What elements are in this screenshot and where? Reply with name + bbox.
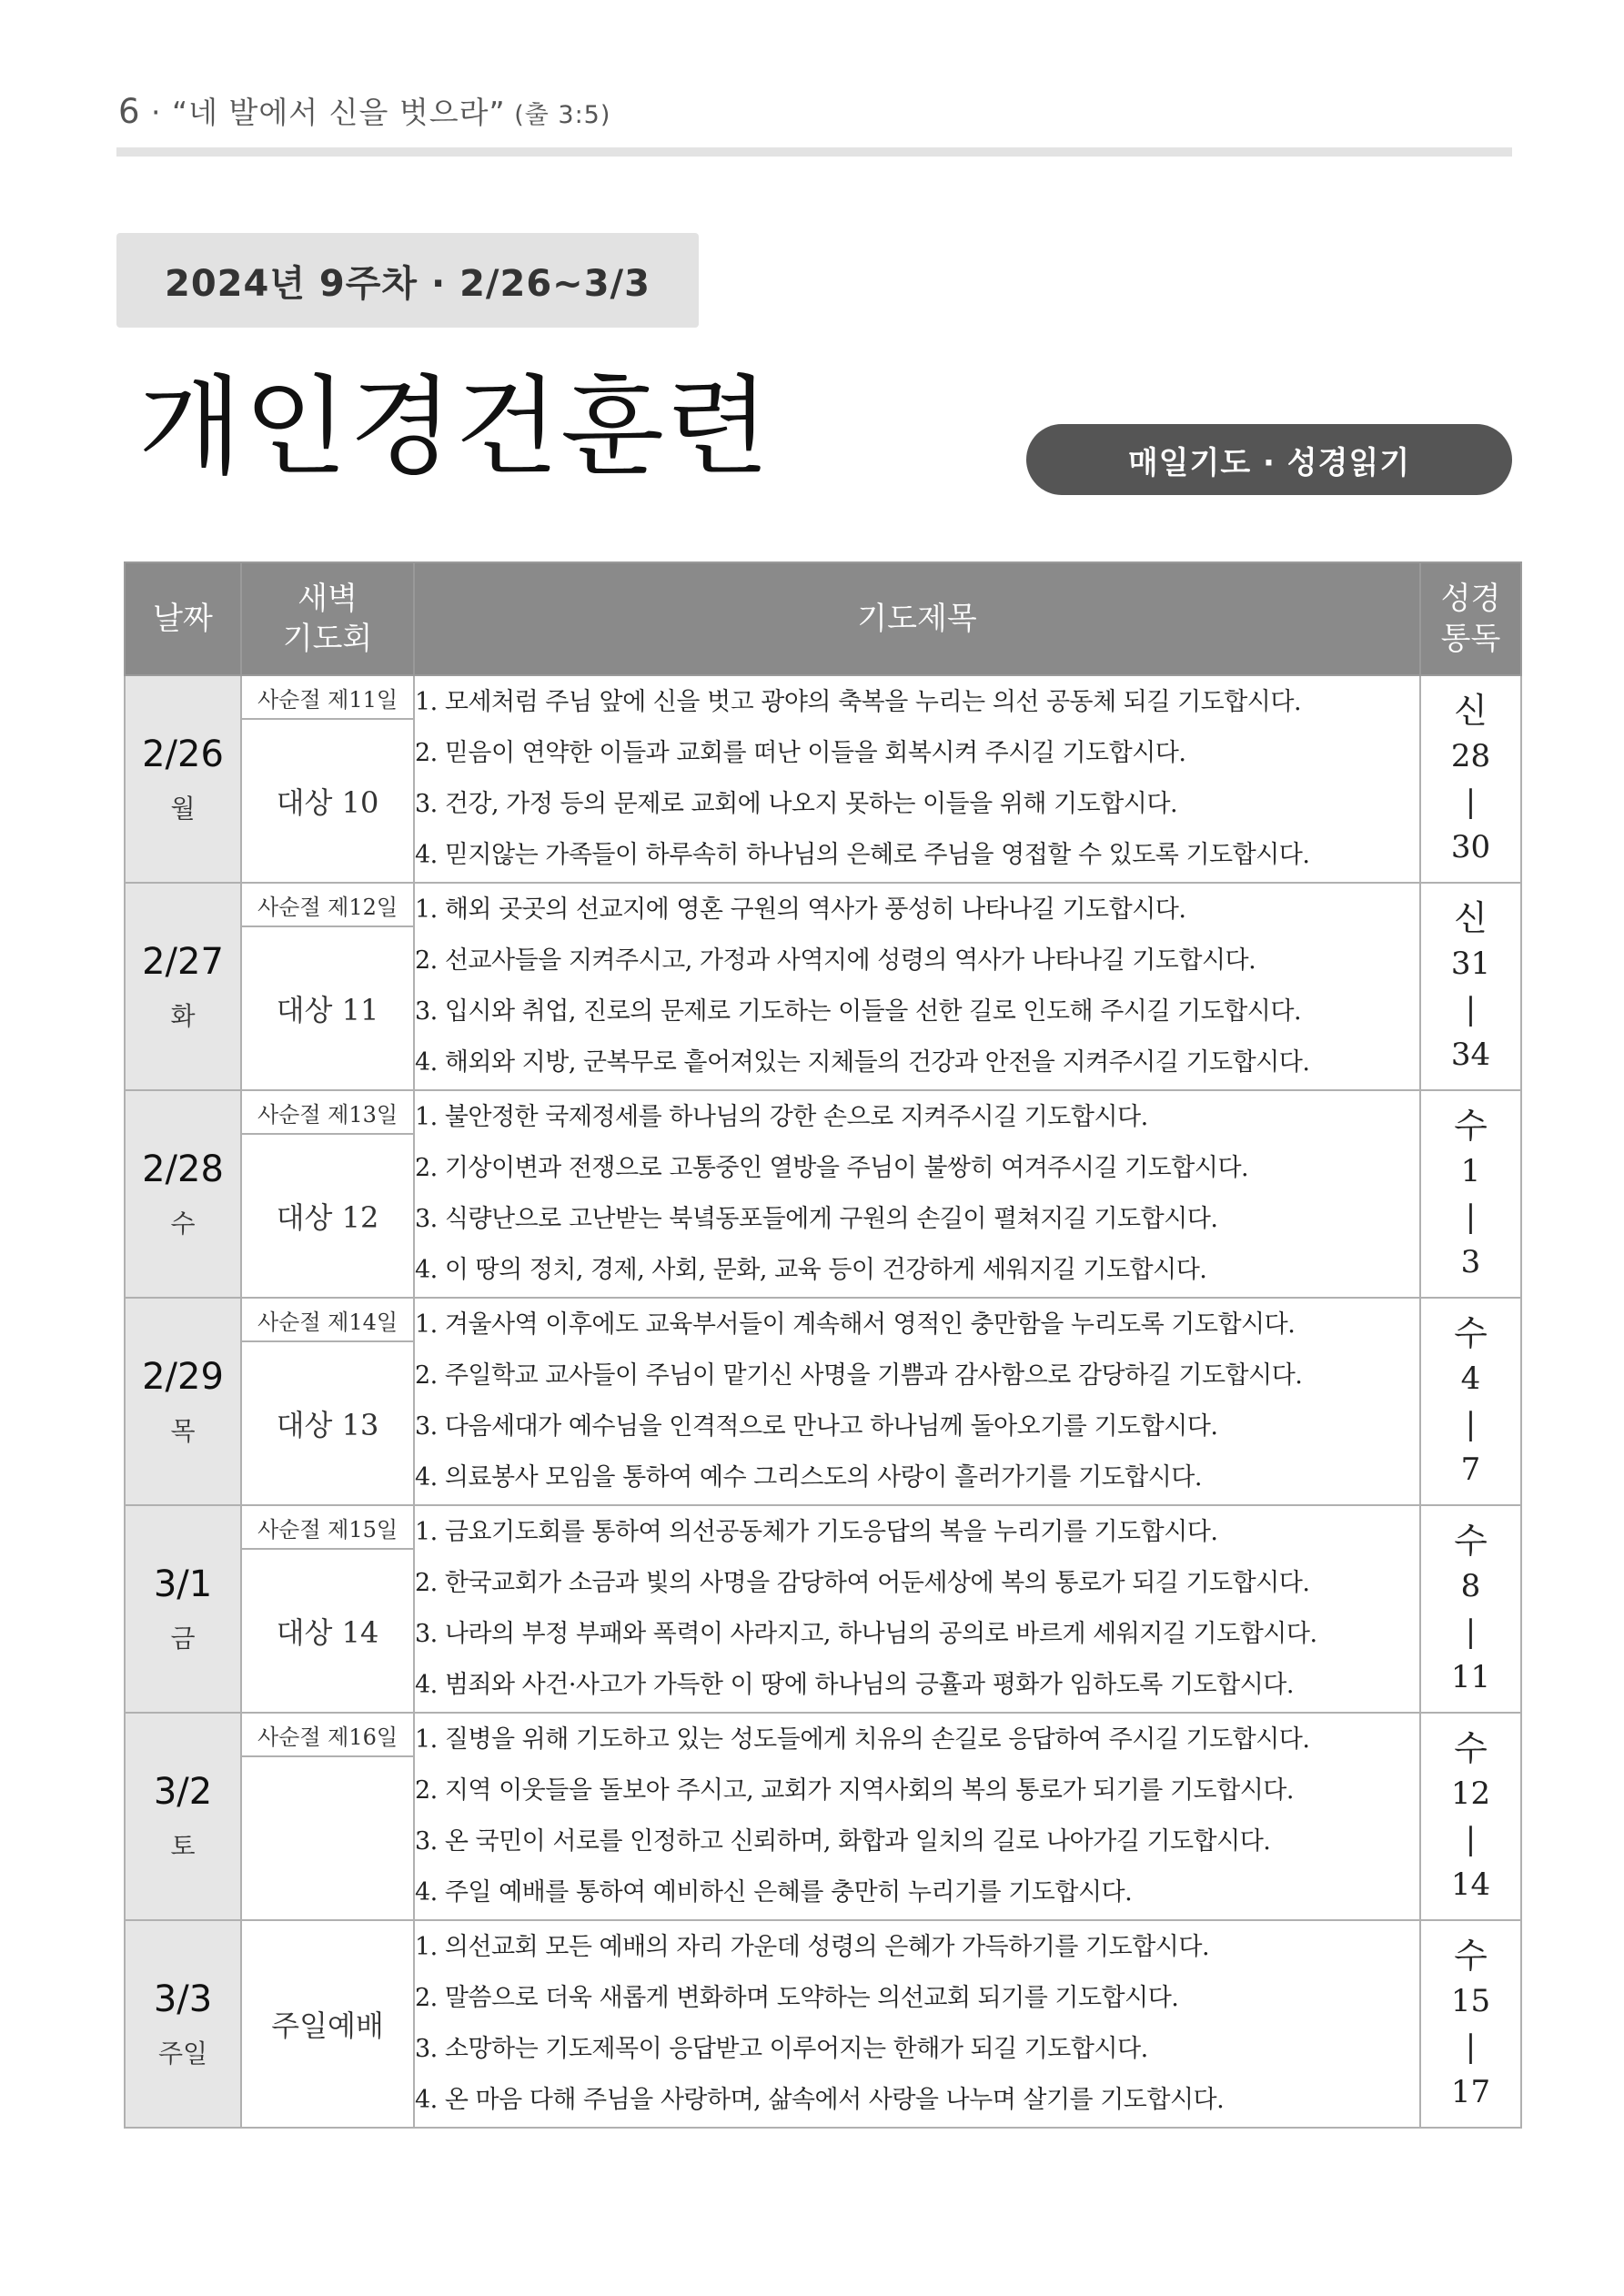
page-number: 6 — [118, 92, 141, 131]
prayer-topics-cell — [414, 1713, 1420, 1920]
day-row — [125, 1298, 1521, 1341]
prayer-item: 2. 한국교회가 소금과 빛의 사명을 감당하여 어둔세상에 복의 통로가 되길 기도합시다. — [415, 1569, 1310, 1597]
schedule-table — [124, 561, 1522, 2129]
reading-book: 수 — [1454, 1728, 1488, 1768]
date-value: 2/26 — [142, 733, 224, 775]
bible-reading-cell — [1420, 1505, 1521, 1713]
date-value: 2/28 — [142, 1148, 224, 1190]
reading-range-bar: | — [1465, 991, 1477, 1027]
prayer-item: 4. 온 마음 다해 주님을 사랑하며, 삶속에서 사랑을 나누며 살기를 기도합시다. — [415, 2086, 1225, 2114]
prayer-item: 1. 해외 곳곳의 선교지에 영혼 구원의 역사가 풍성히 나타나길 기도합시다. — [415, 895, 1186, 924]
prayer-item: 3. 소망하는 기도제목이 응답받고 이루어지는 한해가 되길 기도합시다. — [415, 2035, 1148, 2063]
prayer-item: 4. 믿지않는 가족들이 하루속히 하나님의 은혜로 주님을 영접할 수 있도록 기도합시다. — [415, 841, 1310, 869]
prayer-item: 1. 불안정한 국제정세를 하나님의 강한 손으로 지켜주시길 기도합시다. — [415, 1103, 1148, 1131]
day-row — [125, 883, 1521, 926]
header-date: 날짜 — [125, 562, 241, 675]
prayer-item: 3. 건강, 가정 등의 문제로 교회에 나오지 못하는 이들을 위해 기도합시다. — [415, 790, 1178, 818]
prayer-item: 2. 주일학교 교사들이 주님이 맡기신 사명을 기쁨과 감사함으로 감당하길 기도합시다. — [415, 1361, 1303, 1390]
verse-reference: (출 3:5) — [505, 101, 611, 129]
weekday-label: 토 — [170, 1831, 196, 1861]
prayer-item: 1. 금요기도회를 통하여 의선공동체가 기도응답의 복을 누리기를 기도합시다. — [415, 1518, 1218, 1546]
prayer-item: 1. 겨울사역 이후에도 교육부서들이 계속해서 영적인 충만함을 누리도록 기도합시다. — [415, 1310, 1296, 1339]
reading-end-chapter: 17 — [1450, 2074, 1491, 2110]
date-value: 2/27 — [142, 941, 224, 983]
prayer-item: 4. 주일 예배를 통하여 예비하신 은혜를 충만히 누리기를 기도합시다. — [415, 1878, 1133, 1907]
weekday-label: 주일 — [157, 2038, 208, 2068]
dawn-prayer-passage: 대상 12 — [241, 1134, 414, 1298]
date-value: 2/29 — [142, 1356, 224, 1398]
prayer-item: 2. 기상이변과 전쟁으로 고통중인 열방을 주님이 불쌍히 여겨주시길 기도합시다. — [415, 1154, 1249, 1182]
prayer-item: 3. 식량난으로 고난받는 북녘동포들에게 구원의 손길이 펼쳐지길 기도합시다. — [415, 1205, 1218, 1233]
weekday-label: 목 — [170, 1416, 196, 1446]
reading-range-bar: | — [1465, 1821, 1477, 1857]
prayer-item: 3. 입시와 취업, 진로의 문제로 기도하는 이들을 선한 길로 인도해 주시길 기도합시다. — [415, 997, 1302, 1026]
table-header-row — [125, 562, 1521, 675]
lent-day-label: 사순절 제14일 — [241, 1298, 414, 1341]
day-row — [125, 1920, 1521, 2128]
day-row — [125, 1505, 1521, 1549]
date-cell — [125, 1090, 241, 1298]
day-row — [125, 1713, 1521, 1756]
weekday-label: 금 — [170, 1623, 196, 1654]
reading-range-bar: | — [1465, 2028, 1477, 2065]
reading-end-chapter: 3 — [1460, 1244, 1481, 1280]
lent-day-label: 사순절 제15일 — [241, 1505, 414, 1549]
bible-reading-cell — [1420, 1298, 1521, 1505]
prayer-item: 4. 범죄와 사건·사고가 가득한 이 땅에 하나님의 긍휼과 평화가 임하도록 기도합시다. — [415, 1671, 1294, 1699]
reading-book: 수 — [1454, 1936, 1488, 1976]
date-cell — [125, 1713, 241, 1920]
date-value: 3/2 — [153, 1771, 213, 1813]
dawn-prayer-passage — [241, 1756, 414, 1920]
date-cell — [125, 1505, 241, 1713]
weekday-label: 화 — [170, 1001, 196, 1031]
day-row — [125, 1090, 1521, 1134]
lent-day-label: 사순절 제12일 — [241, 883, 414, 926]
header-divider — [116, 147, 1512, 157]
date-cell — [125, 883, 241, 1090]
dawn-prayer-passage: 대상 14 — [241, 1549, 414, 1713]
reading-start-chapter: 31 — [1450, 946, 1491, 982]
weekday-label: 수 — [170, 1209, 196, 1239]
prayer-item: 2. 믿음이 연약한 이들과 교회를 떠난 이들을 회복시켜 주시길 기도합시다. — [415, 739, 1186, 767]
reading-start-chapter: 28 — [1450, 738, 1491, 774]
header-separator: · — [140, 95, 173, 130]
reading-end-chapter: 30 — [1450, 829, 1491, 865]
date-cell — [125, 675, 241, 883]
reading-range-bar: | — [1465, 1199, 1477, 1235]
reading-range-bar: | — [1465, 784, 1477, 820]
header-prayer-topics: 기도제목 — [414, 562, 1420, 675]
schedule-body — [125, 675, 1521, 2128]
reading-end-chapter: 34 — [1450, 1037, 1491, 1073]
prayer-topics-cell — [414, 1090, 1420, 1298]
date-value: 3/3 — [153, 1978, 213, 2020]
prayer-item: 4. 의료봉사 모임을 통하여 예수 그리스도의 사랑이 흘러가기를 기도합시다. — [415, 1463, 1202, 1492]
dawn-prayer-passage: 대상 13 — [241, 1341, 414, 1505]
prayer-item: 3. 다음세대가 예수님을 인격적으로 만나고 하나님께 돌아오기를 기도합시다. — [415, 1412, 1218, 1441]
day-row — [125, 675, 1521, 719]
header-dawn-prayer: 새벽 기도회 — [241, 562, 414, 675]
reading-range-bar: | — [1465, 1613, 1477, 1650]
dawn-prayer-passage: 대상 11 — [241, 926, 414, 1090]
bible-reading-cell — [1420, 675, 1521, 883]
section-pill: 매일기도 · 성경읽기 — [1026, 424, 1512, 495]
bible-reading-cell — [1420, 1090, 1521, 1298]
prayer-topics-cell — [414, 883, 1420, 1090]
reading-book: 수 — [1454, 1521, 1488, 1561]
reading-range-bar: | — [1465, 1406, 1477, 1442]
reading-book: 수 — [1454, 1313, 1488, 1353]
reading-end-chapter: 11 — [1450, 1659, 1491, 1695]
prayer-item: 2. 지역 이웃들을 돌보아 주시고, 교회가 지역사회의 복의 통로가 되기를 기도합시다. — [415, 1776, 1294, 1805]
header-bible-reading: 성경 통독 — [1420, 562, 1521, 675]
reading-end-chapter: 7 — [1460, 1451, 1481, 1488]
prayer-item: 4. 해외와 지방, 군복무로 흩어져있는 지체들의 건강과 안전을 지켜주시길 기도합시다. — [415, 1048, 1310, 1077]
lent-day-label: 사순절 제11일 — [241, 675, 414, 719]
reading-end-chapter: 14 — [1450, 1866, 1491, 1903]
page-title: 개인경건훈련 — [138, 364, 772, 490]
dawn-prayer-passage: 대상 10 — [241, 719, 414, 883]
date-value: 3/1 — [153, 1563, 213, 1605]
lent-day-label: 사순절 제13일 — [241, 1090, 414, 1134]
date-cell — [125, 1298, 241, 1505]
weekday-label: 월 — [170, 794, 196, 824]
bible-reading-cell — [1420, 1920, 1521, 2128]
verse-title: “네 발에서 신을 벗으라” — [172, 95, 506, 130]
reading-book: 수 — [1454, 1106, 1488, 1146]
prayer-topics-cell — [414, 1298, 1420, 1505]
reading-start-chapter: 12 — [1450, 1775, 1491, 1812]
prayer-item: 1. 모세처럼 주님 앞에 신을 벗고 광야의 축복을 누리는 의선 공동체 되길 기도합시다. — [415, 688, 1302, 716]
reading-start-chapter: 1 — [1460, 1153, 1481, 1189]
prayer-item: 2. 말씀으로 더욱 새롭게 변화하며 도약하는 의선교회 되기를 기도합시다. — [415, 1984, 1179, 2012]
date-cell — [125, 1920, 241, 2128]
bible-reading-cell — [1420, 1713, 1521, 1920]
prayer-topics-cell — [414, 1920, 1420, 2128]
prayer-item: 3. 나라의 부정 부패와 폭력이 사라지고, 하나님의 공의로 바르게 세워지길 기도합시다. — [415, 1620, 1317, 1648]
prayer-topics-cell — [414, 1505, 1420, 1713]
prayer-item: 1. 질병을 위해 기도하고 있는 성도들에게 치유의 손길로 응답하여 주시길 기도합시다. — [415, 1725, 1310, 1754]
prayer-item: 4. 이 땅의 정치, 경제, 사회, 문화, 교육 등이 건강하게 세워지길 기도합시다. — [415, 1256, 1207, 1284]
prayer-item: 1. 의선교회 모든 예배의 자리 가운데 성령의 은혜가 가득하기를 기도합시다. — [415, 1933, 1210, 1961]
reading-start-chapter: 15 — [1450, 1983, 1491, 2019]
page-header — [118, 89, 1510, 132]
lent-day-label: 사순절 제16일 — [241, 1713, 414, 1756]
reading-book: 신 — [1454, 898, 1488, 938]
reading-start-chapter: 8 — [1460, 1568, 1481, 1604]
prayer-item: 3. 온 국민이 서로를 인정하고 신뢰하며, 화합과 일치의 길로 나아가길 기도합시다. — [415, 1827, 1271, 1856]
week-badge: 2024년 9주차 · 2/26~3/3 — [116, 233, 699, 328]
prayer-item: 2. 선교사들을 지켜주시고, 가정과 사역지에 성령의 역사가 나타나길 기도합시다. — [415, 946, 1256, 975]
prayer-topics-cell — [414, 675, 1420, 883]
bible-reading-cell — [1420, 883, 1521, 1090]
dawn-prayer-passage: 주일예배 — [241, 1920, 414, 2128]
reading-book: 신 — [1454, 691, 1488, 731]
reading-start-chapter: 4 — [1460, 1360, 1481, 1397]
